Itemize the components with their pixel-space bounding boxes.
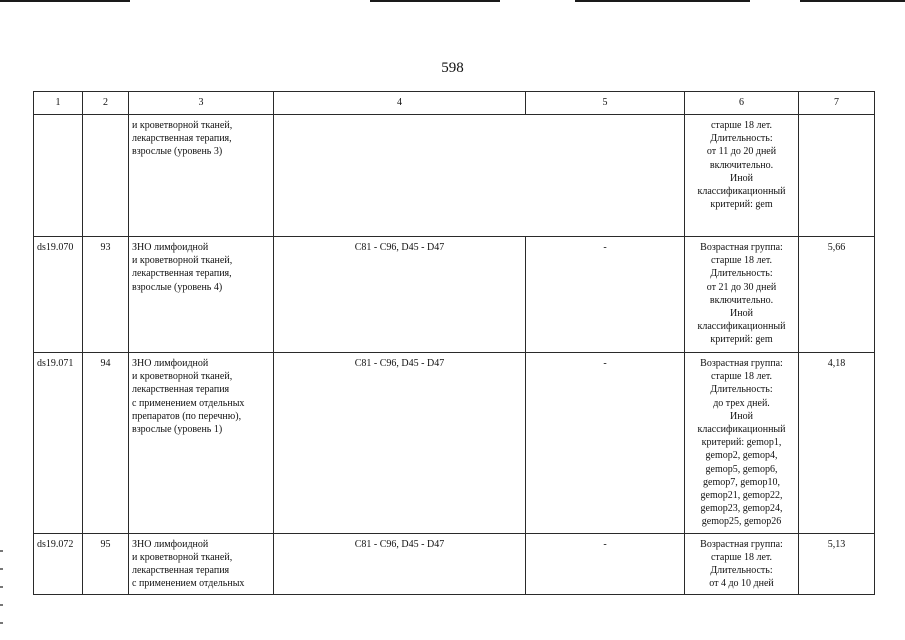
number-cell: 94: [83, 353, 129, 534]
code-cell: ds19.071: [34, 353, 83, 534]
column-header: 7: [799, 92, 875, 115]
table-row: [34, 237, 875, 353]
number-cell: [83, 115, 129, 237]
col5-cell: [526, 115, 685, 237]
diagnosis-cell: C81 - C96, D45 - D47: [274, 237, 526, 353]
column-header: 4: [274, 92, 526, 115]
column-header: 5: [526, 92, 685, 115]
criteria-cell: Возрастная группа: старше 18 лет. Длительность: до трех дней. Иной классификационный критерий: gemop1, gemop2, gemop4, gemop5, gemop6, gemop7, gemop10, gemop21, gemop22, gemop23, gemop24, gemop25, gemop26: [685, 353, 799, 534]
code-cell: ds19.070: [34, 237, 83, 353]
group-name-cell: ЗНО лимфоидной и кроветворной тканей, лекарственная терапия с применением отдельных препаратов (по перечню), взрослые (уровень 1): [129, 353, 274, 534]
group-name-cell: и кроветворной тканей, лекарственная терапия, взрослые (уровень 3): [129, 115, 274, 237]
col5-cell: -: [526, 237, 685, 353]
column-header: 2: [83, 92, 129, 115]
column-header: 1: [34, 92, 83, 115]
column-header: 3: [129, 92, 274, 115]
diagnosis-cell: C81 - C96, D45 - D47: [274, 533, 526, 595]
top-edge-rule: [800, 0, 905, 2]
top-edge-rule: [370, 0, 500, 2]
criteria-cell: старше 18 лет. Длительность: от 11 до 20 дней включительно. Иной классификационный критерий: gem: [685, 115, 799, 237]
group-name-cell: ЗНО лимфоидной и кроветворной тканей, лекарственная терапия с применением отдельных: [129, 533, 274, 595]
top-edge-rule: [0, 0, 130, 2]
coefficient-cell: [799, 115, 875, 237]
table-header-row: [34, 92, 875, 115]
table-row: [34, 353, 875, 534]
criteria-cell: Возрастная группа: старше 18 лет. Длительность: от 4 до 10 дней: [685, 533, 799, 595]
top-edge-rule: [575, 0, 750, 2]
scan-margin-marks: [0, 540, 3, 640]
table-row-continuation: [34, 115, 875, 237]
page-number: 598: [441, 60, 464, 76]
group-name-cell: ЗНО лимфоидной и кроветворной тканей, лекарственная терапия, взрослые (уровень 4): [129, 237, 274, 353]
column-header: 6: [685, 92, 799, 115]
tariff-table: [33, 91, 875, 595]
code-cell: ds19.072: [34, 533, 83, 595]
number-cell: 93: [83, 237, 129, 353]
number-cell: 95: [83, 533, 129, 595]
code-cell: [34, 115, 83, 237]
col5-cell: -: [526, 353, 685, 534]
diagnosis-cell: [274, 115, 526, 237]
criteria-cell: Возрастная группа: старше 18 лет. Длительность: от 21 до 30 дней включительно. Иной классификационный критерий: gem: [685, 237, 799, 353]
coefficient-cell: 5,66: [799, 237, 875, 353]
diagnosis-cell: C81 - C96, D45 - D47: [274, 353, 526, 534]
table-row: [34, 533, 875, 595]
col5-cell: -: [526, 533, 685, 595]
coefficient-cell: 4,18: [799, 353, 875, 534]
coefficient-cell: 5,13: [799, 533, 875, 595]
